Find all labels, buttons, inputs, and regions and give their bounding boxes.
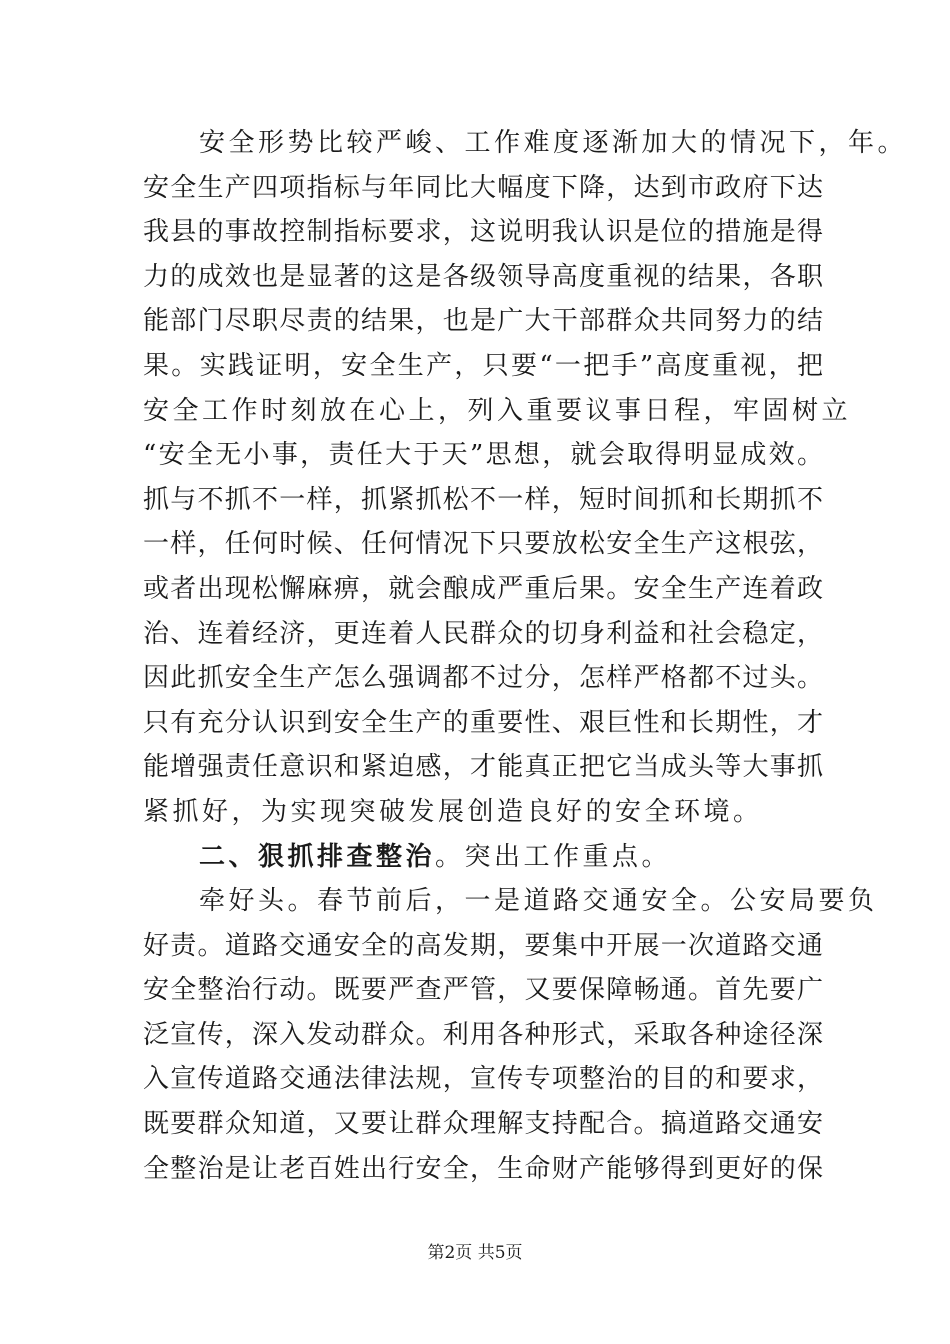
paragraph-line: 安全形势比较严峻、工作难度逐渐加大的情况下，年。: [199, 128, 908, 158]
paragraph-line: 一样，任何时候、任何情况下只要放松安全生产这根弦，: [143, 529, 823, 560]
paragraph-line: 好责。道路交通安全的高发期，要集中开展一次道路交通: [143, 930, 823, 961]
paragraph-line: 治、连着经济，更连着人民群众的切身利益和社会稳定，: [143, 618, 823, 649]
paragraph-line: 抓与不抓不一样，抓紧抓松不一样，短时间抓和长期抓不: [143, 484, 823, 515]
paragraph-line: 既要群众知道，又要让群众理解支持配合。搞道路交通安: [143, 1109, 823, 1140]
paragraph-line: 泛宣传，深入发动群众。利用各种形式，采取各种途径深: [143, 1019, 823, 1050]
paragraph-line: 能部门尽职尽责的结果，也是广大干部群众共同努力的结: [143, 306, 823, 337]
page-footer: 第2页 共5页: [427, 1243, 523, 1263]
paragraph-line: 力的成效也是显著的这是各级领导高度重视的结果，各职: [143, 261, 823, 292]
paragraph-line: 果。实践证明，安全生产，只要“一把手”高度重视，把: [143, 350, 823, 381]
paragraph-line: 牵好头。春节前后，一是道路交通安全。公安局要负: [199, 886, 878, 917]
paragraph-line: 安全工作时刻放在心上，列入重要议事日程，牢固树立: [143, 395, 852, 426]
paragraph-line: 或者出现松懈麻痹，就会酿成严重后果。安全生产连着政: [143, 573, 823, 604]
paragraph-line: 全整治是让老百姓出行安全，生命财产能够得到更好的保: [143, 1153, 823, 1184]
paragraph-line: 因此抓安全生产怎么强调都不过分，怎样严格都不过头。: [143, 663, 823, 694]
paragraph-line: 安全生产四项指标与年同比大幅度下降，达到市政府下达: [143, 172, 823, 203]
paragraph-line: “安全无小事，责任大于天”思想，就会取得明显成效。: [143, 440, 823, 471]
document-body: [143, 121, 908, 1191]
paragraph-line: 安全整治行动。既要严查严管，又要保障畅通。首先要广: [143, 975, 823, 1006]
paragraph-line: 入宣传道路交通法律法规，宣传专项整治的目的和要求，: [143, 1064, 823, 1095]
paragraph-line: 能增强责任意识和紧迫感，才能真正把它当成头等大事抓: [143, 752, 823, 783]
paragraph-line: 只有充分认识到安全生产的重要性、艰巨性和长期性，才: [143, 707, 823, 738]
paragraph-line: 我县的事故控制指标要求，这说明我认识是位的措施是得: [143, 217, 823, 248]
paragraph-line: 紧抓好，为实现突破发展创造良好的安全环境。: [143, 796, 763, 827]
section-heading-rest: 。突出工作重点。: [435, 841, 672, 872]
section-heading: [143, 835, 823, 880]
section-heading-title: 二、狠抓排查整治: [199, 841, 436, 872]
